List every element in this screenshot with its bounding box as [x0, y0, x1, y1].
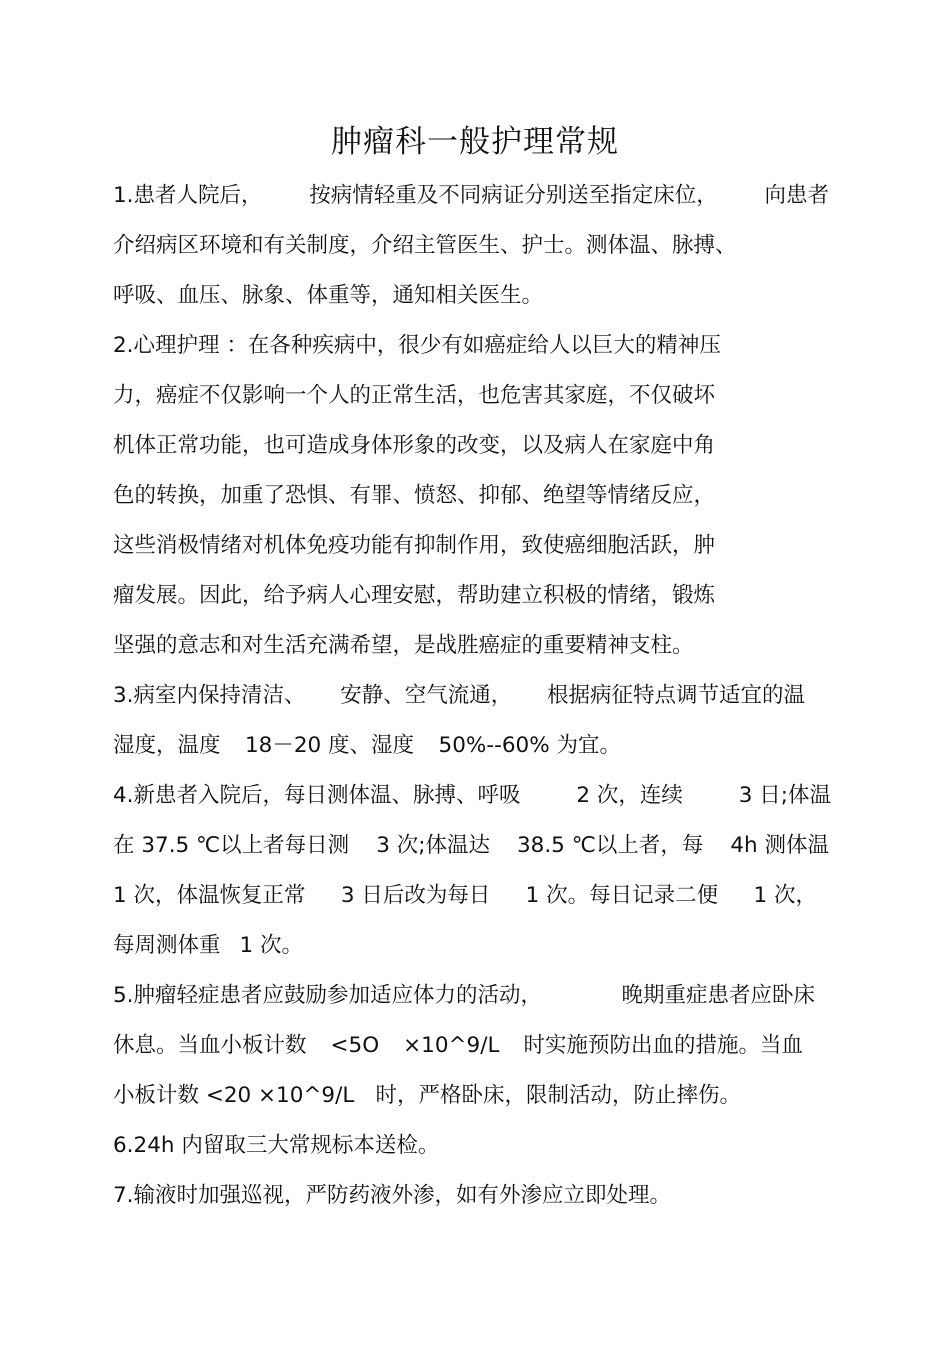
text-line — [113, 728, 621, 764]
text-segment: 湿度，温度 — [113, 733, 221, 758]
text-segment: 在 37.5 ℃以上者每日测 — [113, 833, 350, 858]
text-segment: 38.5 ℃以上者，每 — [516, 833, 704, 858]
text-line — [113, 478, 715, 514]
text-segment: 2.心理护理 ：在各种疾病中，很少有如癌症给人以巨大的精神压 — [113, 333, 721, 358]
text-segment: 坚强的意志和对生活充满希望，是战胜癌症的重要精神支柱。 — [113, 633, 694, 658]
text-line — [113, 378, 715, 414]
text-segment: 1.患者人院后， — [113, 183, 263, 208]
text-segment: 1 次， — [753, 883, 817, 908]
text-segment: 6.24h 内留取三大常规标本送检。 — [113, 1133, 440, 1158]
text-line — [113, 578, 715, 614]
text-segment: 50%--60% 为宜。 — [438, 733, 621, 758]
text-segment: 18－20 度、湿度 — [245, 733, 415, 758]
text-segment: 4h 测体温 — [730, 833, 829, 858]
text-segment: 向患者 — [764, 183, 829, 208]
text-segment: <5O — [330, 1033, 380, 1058]
text-segment: 时，严格卧床，限制活动，防止摔伤。 — [375, 1083, 741, 1108]
text-segment: 7.输液时加强巡视，严防药液外渗，如有外渗应立即处理。 — [113, 1183, 672, 1208]
text-segment: 2 次，连续 — [576, 783, 683, 808]
text-line — [113, 1128, 439, 1164]
text-segment: 3.病室内保持清洁、 — [113, 683, 306, 708]
text-segment: 时实施预防出血的措施。当血 — [523, 1033, 803, 1058]
text-line — [113, 1078, 741, 1114]
text-line — [113, 778, 831, 814]
text-segment: 4.新患者入院后，每日测体温、脉搏、呼吸 — [113, 783, 521, 808]
text-segment: 这些消极情绪对机体免疫功能有抑制作用，致使癌细胞活跃，肿 — [113, 533, 716, 558]
text-segment: 1 次。 — [239, 933, 303, 958]
text-line — [113, 628, 694, 664]
text-line — [113, 978, 815, 1014]
text-segment: 根据病征特点调节适宜的温 — [546, 683, 805, 708]
text-line — [113, 1028, 803, 1064]
text-segment: 力，癌症不仅影响一个人的正常生活，也危害其家庭，不仅破坏 — [113, 383, 716, 408]
text-segment: 3 日;体温 — [738, 783, 831, 808]
text-segment: ×10^9/L — [403, 1033, 500, 1058]
text-segment: 1 次。每日记录二便 — [525, 883, 719, 908]
text-segment: 休息。当血小板计数 — [113, 1033, 307, 1058]
text-segment: 按病情轻重及不同病证分别送至指定床位， — [309, 183, 718, 208]
page-title: 肿瘤科一般护理常规 — [331, 124, 619, 160]
text-segment: 3 日后改为每日 — [340, 883, 491, 908]
text-line — [113, 528, 715, 564]
text-line — [113, 928, 303, 964]
text-line — [113, 828, 829, 864]
text-segment: 1 次，体温恢复正常 — [113, 883, 306, 908]
text-line — [113, 678, 805, 714]
text-line — [113, 878, 817, 914]
text-segment: 介绍病区环境和有关制度，介绍主管医生、护士。测体温、脉搏、 — [113, 233, 737, 258]
text-segment: 安静、空气流通， — [340, 683, 513, 708]
text-line — [113, 228, 737, 264]
text-segment: 机体正常功能，也可造成身体形象的改变，以及病人在家庭中角 — [113, 433, 716, 458]
text-segment: 每周测体重 — [113, 933, 221, 958]
text-segment: 3 次;体温达 — [376, 833, 490, 858]
text-segment: 5.肿瘤轻症患者应鼓励参加适应体力的活动， — [113, 983, 543, 1008]
text-segment: 小板计数 <20 ×10^9/L — [113, 1083, 355, 1108]
text-line — [113, 328, 721, 364]
text-segment: 晚期重症患者应卧床 — [621, 983, 815, 1008]
text-segment: 呼吸、血压、脉象、体重等，通知相关医生。 — [113, 283, 544, 308]
text-line — [113, 278, 543, 314]
text-line — [113, 178, 829, 214]
text-line — [113, 1178, 671, 1214]
text-segment: 瘤发展。因此，给予病人心理安慰，帮助建立积极的情绪，锻炼 — [113, 583, 716, 608]
text-segment: 色的转换，加重了恐惧、有罪、愤怒、抑郁、绝望等情绪反应， — [113, 483, 716, 508]
text-line — [113, 428, 715, 464]
